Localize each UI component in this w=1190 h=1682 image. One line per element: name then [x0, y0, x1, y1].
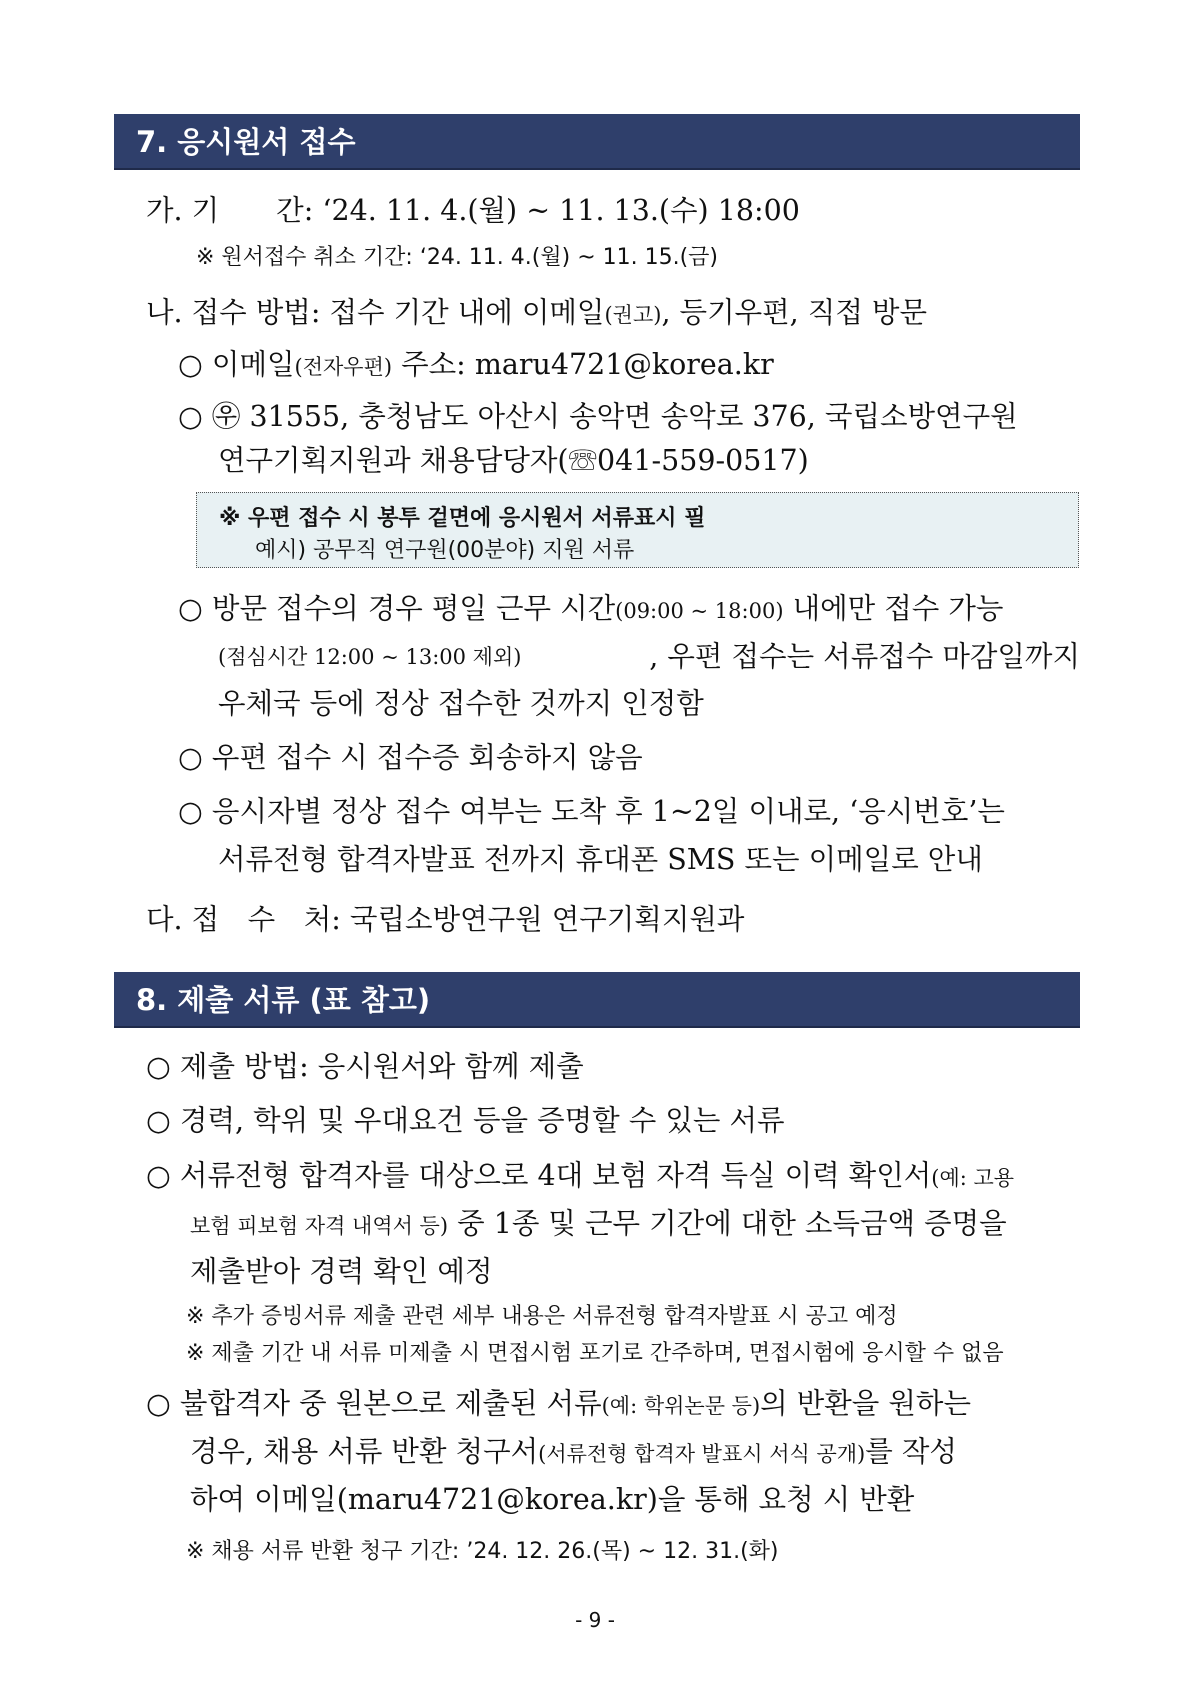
- return-form-note: (서류전형 합격자 발표시 서식 공개): [538, 1442, 866, 1466]
- insurance-line2: [190, 1207, 1007, 1241]
- insurance-example-a: (예: 고용: [931, 1166, 1015, 1190]
- insurance-line1-a: ○ 서류전형 합격자를 대상으로 4대 보험 자격 득실 이력 확인서: [146, 1159, 932, 1192]
- insurance-line1: [146, 1159, 1014, 1193]
- period-value: ‘24. 11. 4.(월) ~ 11. 13.(수) 18:00: [322, 194, 800, 227]
- method-label: 나. 접수 방법:: [146, 296, 321, 329]
- return-example: (예: 학위논문 등): [601, 1394, 761, 1418]
- post-address-line2: 연구기획지원과 채용담당자(☏041-559-0517): [218, 444, 809, 477]
- insurance-line2-b: 중 1종 및 근무 기간에 대한 소득금액 증명을: [448, 1207, 1007, 1240]
- postal-note-box: [196, 492, 1079, 568]
- postal-note-line2: 예시) 공무직 연구원(00분야) 지원 서류: [255, 538, 635, 563]
- recipient-row: [146, 903, 744, 937]
- method-text-recommended: (권고): [604, 303, 662, 327]
- email-row: [178, 348, 774, 382]
- return-line1: [146, 1387, 971, 1421]
- section-8-header: 8. 제출 서류 (표 참고): [114, 972, 1080, 1028]
- recipient-value: 국립소방연구원 연구기획지원과: [349, 903, 745, 936]
- method-row: [146, 296, 927, 330]
- email-label: ○ 이메일: [178, 348, 295, 381]
- page-number: - 9 -: [575, 1608, 615, 1632]
- period-row: [146, 194, 800, 228]
- section-7-header: 7. 응시원서 접수: [114, 114, 1080, 170]
- confirm-line1: ○ 응시자별 정상 접수 여부는 도착 후 1~2일 이내로, ‘응시번호’는: [178, 795, 1005, 828]
- return-line1-c: 의 반환을 원하는: [760, 1387, 971, 1420]
- lunch-excluded: (점심시간 12:00 ~ 13:00 제외): [218, 645, 522, 669]
- visit-line1-c: 내에만 접수 가능: [783, 592, 1004, 625]
- return-line3: 하여 이메일(maru4721@korea.kr)을 통해 요청 시 반환: [190, 1483, 915, 1516]
- return-period-note: ※ 채용 서류 반환 청구 기간: ’24. 12. 26.(목) ~ 12. 31.(화): [186, 1539, 779, 1564]
- submit-method: ○ 제출 방법: 응시원서와 함께 제출: [146, 1050, 584, 1083]
- visit-line3: 우체국 등에 정상 접수한 것까지 인정함: [218, 687, 704, 720]
- visit-line1-a: ○ 방문 접수의 경우 평일 근무 시간: [178, 592, 616, 625]
- visit-line2: [218, 640, 1080, 674]
- return-line1-a: ○ 불합격자 중 원본으로 제출된 서류: [146, 1387, 602, 1420]
- missing-docs-note: ※ 제출 기간 내 서류 미제출 시 면접시험 포기로 간주하며, 면접시험에 응시할 수 없음: [186, 1341, 1004, 1366]
- insurance-example-b: 보험 피보험 자격 내역서 등): [190, 1214, 449, 1238]
- proof-documents: ○ 경력, 학위 및 우대요건 등을 증명할 수 있는 서류: [146, 1104, 785, 1137]
- cancel-period-note: ※ 원서접수 취소 기간: ‘24. 11. 4.(월) ~ 11. 15.(금): [196, 245, 719, 270]
- confirm-line2: 서류전형 합격자발표 전까지 휴대폰 SMS 또는 이메일로 안내: [218, 843, 983, 876]
- insurance-line3: 제출받아 경력 확인 예정: [190, 1255, 493, 1288]
- method-text-a: 접수 기간 내에 이메일: [329, 296, 605, 329]
- method-text-c: , 등기우편, 직접 방문: [661, 296, 927, 329]
- email-address: 주소: maru4721@korea.kr: [392, 348, 774, 381]
- recipient-label: 다. 접 수 처:: [146, 903, 341, 936]
- visit-hours: (09:00 ~ 18:00): [615, 599, 784, 623]
- visit-line2-b: , 우편 접수는 서류접수 마감일까지: [649, 640, 1080, 673]
- period-label: 가. 기 간:: [146, 194, 314, 227]
- postal-note-line1: ※ 우편 접수 시 봉투 겉면에 응시원서 서류표시 필: [219, 506, 706, 531]
- visit-line1: [178, 592, 1003, 626]
- return-line2-a: 경우, 채용 서류 반환 청구서: [190, 1435, 539, 1468]
- no-receipt-return: ○ 우편 접수 시 접수증 회송하지 않음: [178, 741, 643, 774]
- post-address-line1: ○ ㉾ 31555, 충청남도 아산시 송악면 송악로 376, 국립소방연구원: [178, 400, 1018, 433]
- additional-docs-note: ※ 추가 증빙서류 제출 관련 세부 내용은 서류전형 합격자발표 시 공고 예정: [186, 1304, 898, 1329]
- return-line2: [190, 1435, 957, 1469]
- email-sublabel: (전자우편): [294, 355, 393, 379]
- return-line2-c: 를 작성: [865, 1435, 957, 1468]
